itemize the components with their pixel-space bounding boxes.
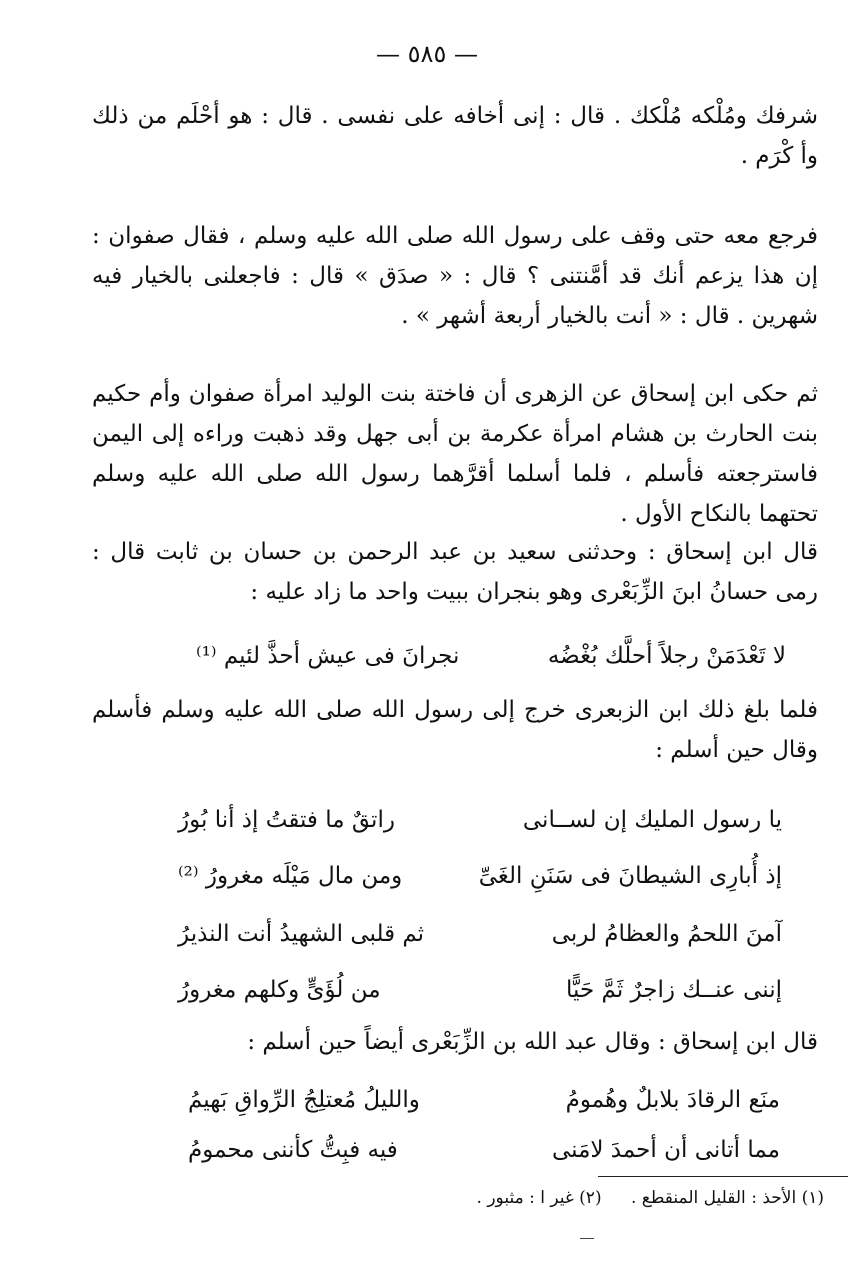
- page-end-mark: [580, 1238, 594, 1239]
- poem-first-hemistich: إذ أُبارِى الشيطانَ فى سَنَنِ الغَىِّ: [478, 863, 782, 889]
- paragraph-4: قال ابن إسحاق : وحدثنى سعيد بن عبد الرحمن بن حسان بن ثابت قال : رمى حسانُ ابنَ الزِّبَعْرى وهو بنجران ببيت واحد ما زاد عليه :: [92, 539, 818, 605]
- verse-first-hemistich: لا تَعْدَمَنْ رجلاً أحلَّك بُغْضُه: [547, 643, 786, 669]
- poem-2-line: [188, 1080, 780, 1120]
- page-number: — ٥٨٥ —: [376, 40, 478, 68]
- poem-1-line: [178, 914, 782, 954]
- poem-second-hemistich: من لُؤَىٍّ وكلهم مغرورُ: [178, 977, 381, 1003]
- footnotes: [453, 1184, 824, 1212]
- paragraph-1: شرفك ومُلْكه مُلْكك . قال : إنى أخافه على نفسى . قال : هو أحْلَم من ذلك وأ كْرَم .: [92, 103, 818, 169]
- poem-2-line: [188, 1130, 780, 1170]
- footnote-1: (١) الأحذ : القليل المنقطع .: [630, 1188, 824, 1208]
- paragraph-2: فرجع معه حتى وقف على رسول الله صلى الله عليه وسلم ، فقال صفوان : إن هذا يزعم أنك قد أمَّنتنى ؟ قال : « صدَق » قال : فاجعلنى بالخيار فيه شهرين . قال : « أنت بالخيار أربعة أشهر » .: [92, 223, 818, 329]
- poem-second-hemistich: ثم قلبى الشهيدُ أنت النذيرُ: [178, 921, 425, 947]
- verse-second-hemistich: نجرانَ فى عيش أحذَّ لئيم ⁽¹⁾: [196, 643, 460, 669]
- footnote-divider: [598, 1176, 848, 1177]
- poem-first-hemistich: يا رسول المليك إن لســانى: [522, 807, 782, 833]
- poem-second-hemistich: والليلُ مُعتلِجُ الرِّواقِ بَهيمُ: [188, 1087, 420, 1113]
- paragraph-6: قال ابن إسحاق : وقال عبد الله بن الزِّبَعْرى أيضاً حين أسلم :: [247, 1029, 818, 1055]
- poem-second-hemistich: ومن مال مَيْلَه مغرورُ ⁽²⁾: [178, 863, 403, 889]
- poem-first-hemistich: منَع الرقادَ بلابلٌ وهُمومُ: [565, 1087, 780, 1113]
- poem-1-line: [178, 856, 782, 896]
- paragraph-3: ثم حكى ابن إسحاق عن الزهرى أن فاختة بنت الوليد امرأة صفوان وأم حكيم بنت الحارث بن هشام امرأة عكرمة بن أبى جهل وقد ذهبت وراءه إلى اليمن فاسترجعته فأسلم ، فلما أسلما أقرَّهما رسول الله صلى الله عليه وسلم تحتهما بالنكاح الأول .: [92, 381, 818, 527]
- paragraph-5: فلما بلغ ذلك ابن الزبعرى خرج إلى رسول الله صلى الله عليه وسلم فأسلم وقال حين أسلم :: [92, 697, 818, 763]
- poem-first-hemistich: إننى عنــك زاجرٌ ثَمَّ حَيًّا: [566, 977, 782, 1003]
- verse-line: [196, 636, 786, 676]
- poem-first-hemistich: مما أتانى أن أحمدَ لامَنى: [551, 1137, 780, 1163]
- poem-second-hemistich: فيه فبِتُّ كأننى محمومُ: [188, 1137, 398, 1163]
- poem-1-line: [178, 800, 782, 840]
- poem-second-hemistich: راتقٌ ما فتقتُ إذ أنا بُورُ: [178, 807, 395, 833]
- poem-1-line: [178, 970, 782, 1010]
- poem-first-hemistich: آمنَ اللحمُ والعظامُ لربى: [551, 921, 782, 947]
- footnote-2: (٢) غير ا : مثبور .: [476, 1188, 602, 1208]
